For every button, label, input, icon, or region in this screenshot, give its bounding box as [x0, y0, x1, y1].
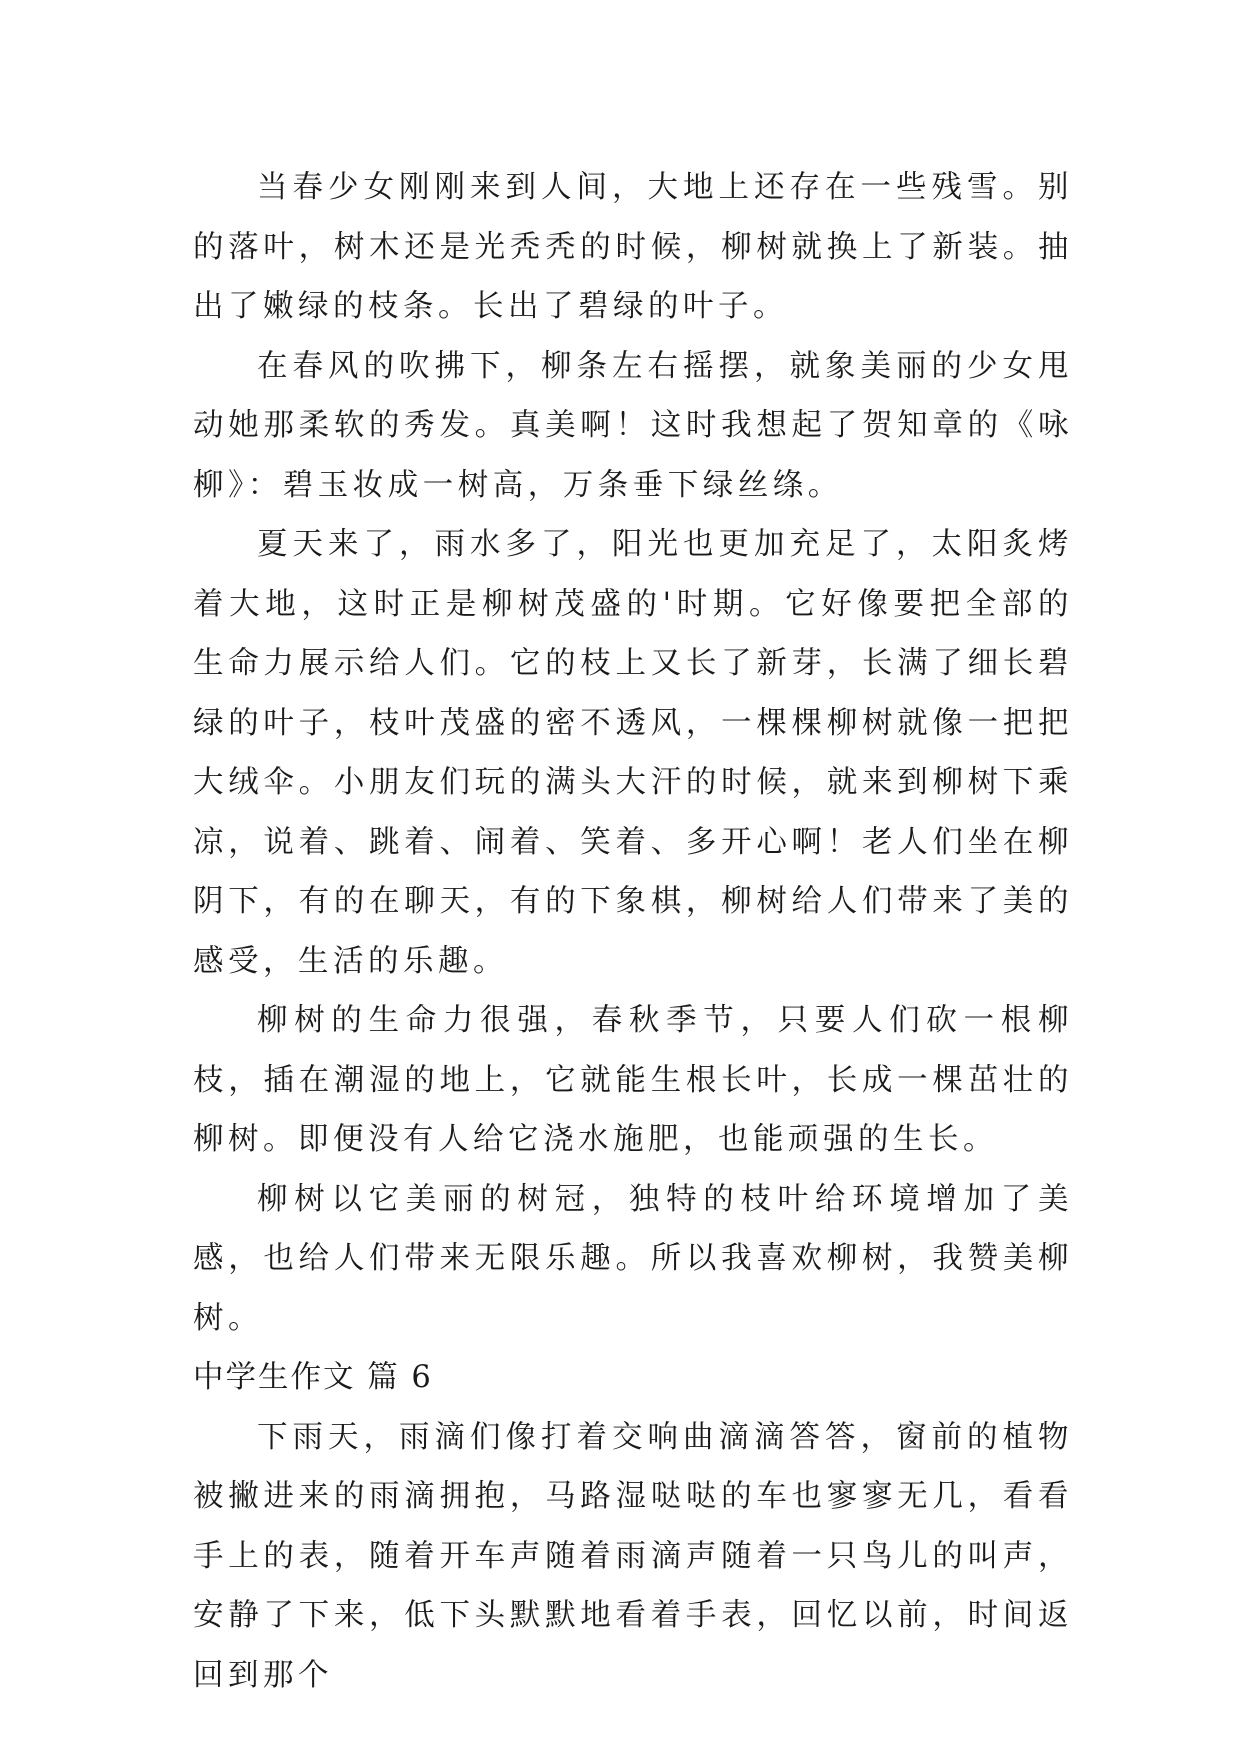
paragraph-rainy-day: 下雨天，雨滴们像打着交响曲滴滴答答，窗前的植物被撇进来的雨滴拥抱，马路湿哒哒的车也寥寥无几，看看手上的表，随着开车声随着雨滴声随着一只鸟儿的叫声，安静了下来，低下头默默地看着手表，回忆以前，时间返回到那个 [193, 1419, 1073, 1693]
paragraph-vitality: 柳树的生命力很强，春秋季节，只要人们砍一根柳枝，插在潮湿的地上，它就能生根长叶，长成一棵茁壮的柳树。即便没有人给它浇水施肥，也能顽强的生长。 [193, 1003, 1073, 1157]
document-body [193, 158, 1073, 1705]
paragraph-conclusion: 柳树以它美丽的树冠，独特的枝叶给环境增加了美感，也给人们带来无限乐趣。所以我喜欢柳树，我赞美柳树。 [193, 1181, 1073, 1336]
paragraph-spring-breeze: 在春风的吹拂下，柳条左右摇摆，就象美丽的少女甩动她那柔软的秀发。真美啊！这时我想起了贺知章的《咏柳》：碧玉妆成一树高，万条垂下绿丝绦。 [193, 348, 1073, 503]
section-heading: 中学生作文 篇 6 [193, 1360, 433, 1395]
paragraph-summer: 夏天来了，雨水多了，阳光也更加充足了，太阳炙烤着大地，这时正是柳树茂盛的'时期。它好像要把全部的生命力展示给人们。它的枝上又长了新芽，长满了细长碧绿的叶子，枝叶茂盛的密不透风，一棵棵柳树就像一把把大绒伞。小朋友们玩的满头大汗的时候，就来到柳树下乘凉，说着、跳着、闹着、笑着、多开心啊！老人们坐在柳阴下，有的在聊天，有的下象棋，柳树给人们带来了美的感受，生活的乐趣。 [193, 527, 1073, 979]
paragraph-spring: 当春少女刚刚来到人间，大地上还存在一些残雪。别的落叶，树木还是光秃秃的时候，柳树就换上了新装。抽出了嫩绿的枝条。长出了碧绿的叶子。 [193, 170, 1073, 324]
